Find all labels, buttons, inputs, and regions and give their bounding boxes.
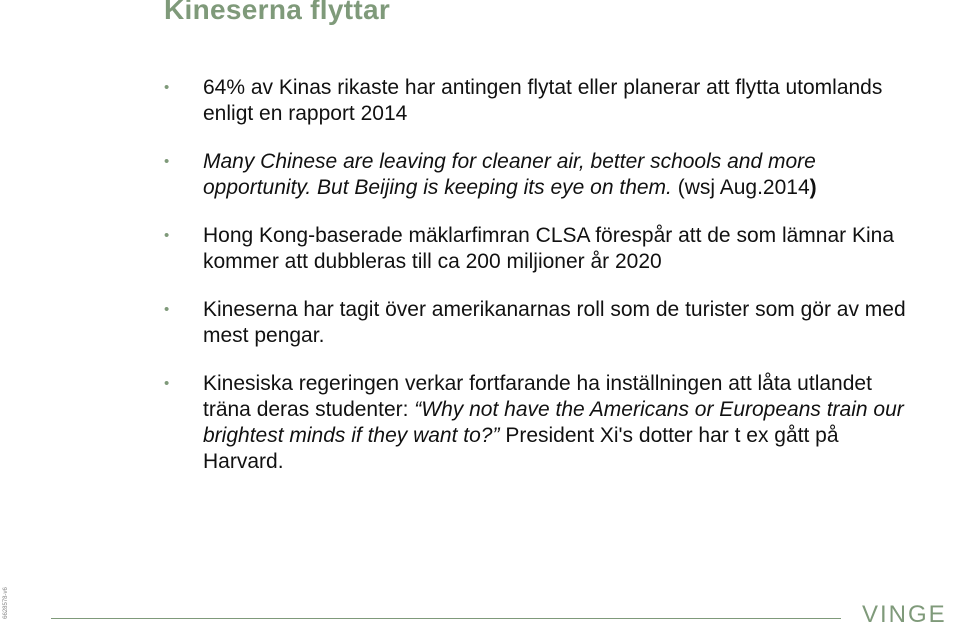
bullet-lead: Kinesiska regeringen verkar fortfarande ha inställningen att låta utlandet träna deras studenter: xyxy=(203,372,872,421)
footer-divider xyxy=(51,618,841,619)
document-code: 6628578-v6 xyxy=(3,587,9,619)
bullet-icon: • xyxy=(164,375,170,392)
bullet-text: Hong Kong-baserade mäklarfimran CLSA förespår att de som lämnar Kina kommer att dubbleras till ca 200 miljioner år 2020 xyxy=(203,224,895,273)
bullet-item-1 xyxy=(164,75,924,127)
bullet-item-3 xyxy=(164,223,924,275)
bullet-item-2 xyxy=(164,149,924,201)
slide-title: Kineserna flyttar xyxy=(164,0,391,25)
bullet-icon: • xyxy=(164,153,170,170)
bullet-quote: Many Chinese are leaving for cleaner air, better schools and more opportunity. But Beijing is keeping its eye on them. xyxy=(203,150,816,199)
bullet-icon: • xyxy=(164,227,170,244)
bullet-source: (wsj Aug.2014 xyxy=(671,176,810,199)
bullet-source-close: ) xyxy=(809,176,817,199)
bullet-icon: • xyxy=(164,301,170,318)
bullet-text: Kineserna har tagit över amerikanarnas roll som de turister som gör av med mest pengar. xyxy=(203,298,906,347)
bullet-tail: President Xi's dotter har t ex gått på Harvard. xyxy=(203,424,839,473)
vinge-logo: VINGE xyxy=(862,601,947,628)
bullet-item-5 xyxy=(164,371,924,475)
bullet-item-4 xyxy=(164,297,924,349)
bullet-icon: • xyxy=(164,79,170,96)
bullet-text: 64% av Kinas rikaste har antingen flytat eller planerar att flytta utomlands enligt en rapport 2014 xyxy=(203,76,883,125)
bullet-list xyxy=(164,75,924,497)
bullet-quote: “Why not have the Americans or Europeans train our brightest minds if they want to?” xyxy=(203,398,904,447)
